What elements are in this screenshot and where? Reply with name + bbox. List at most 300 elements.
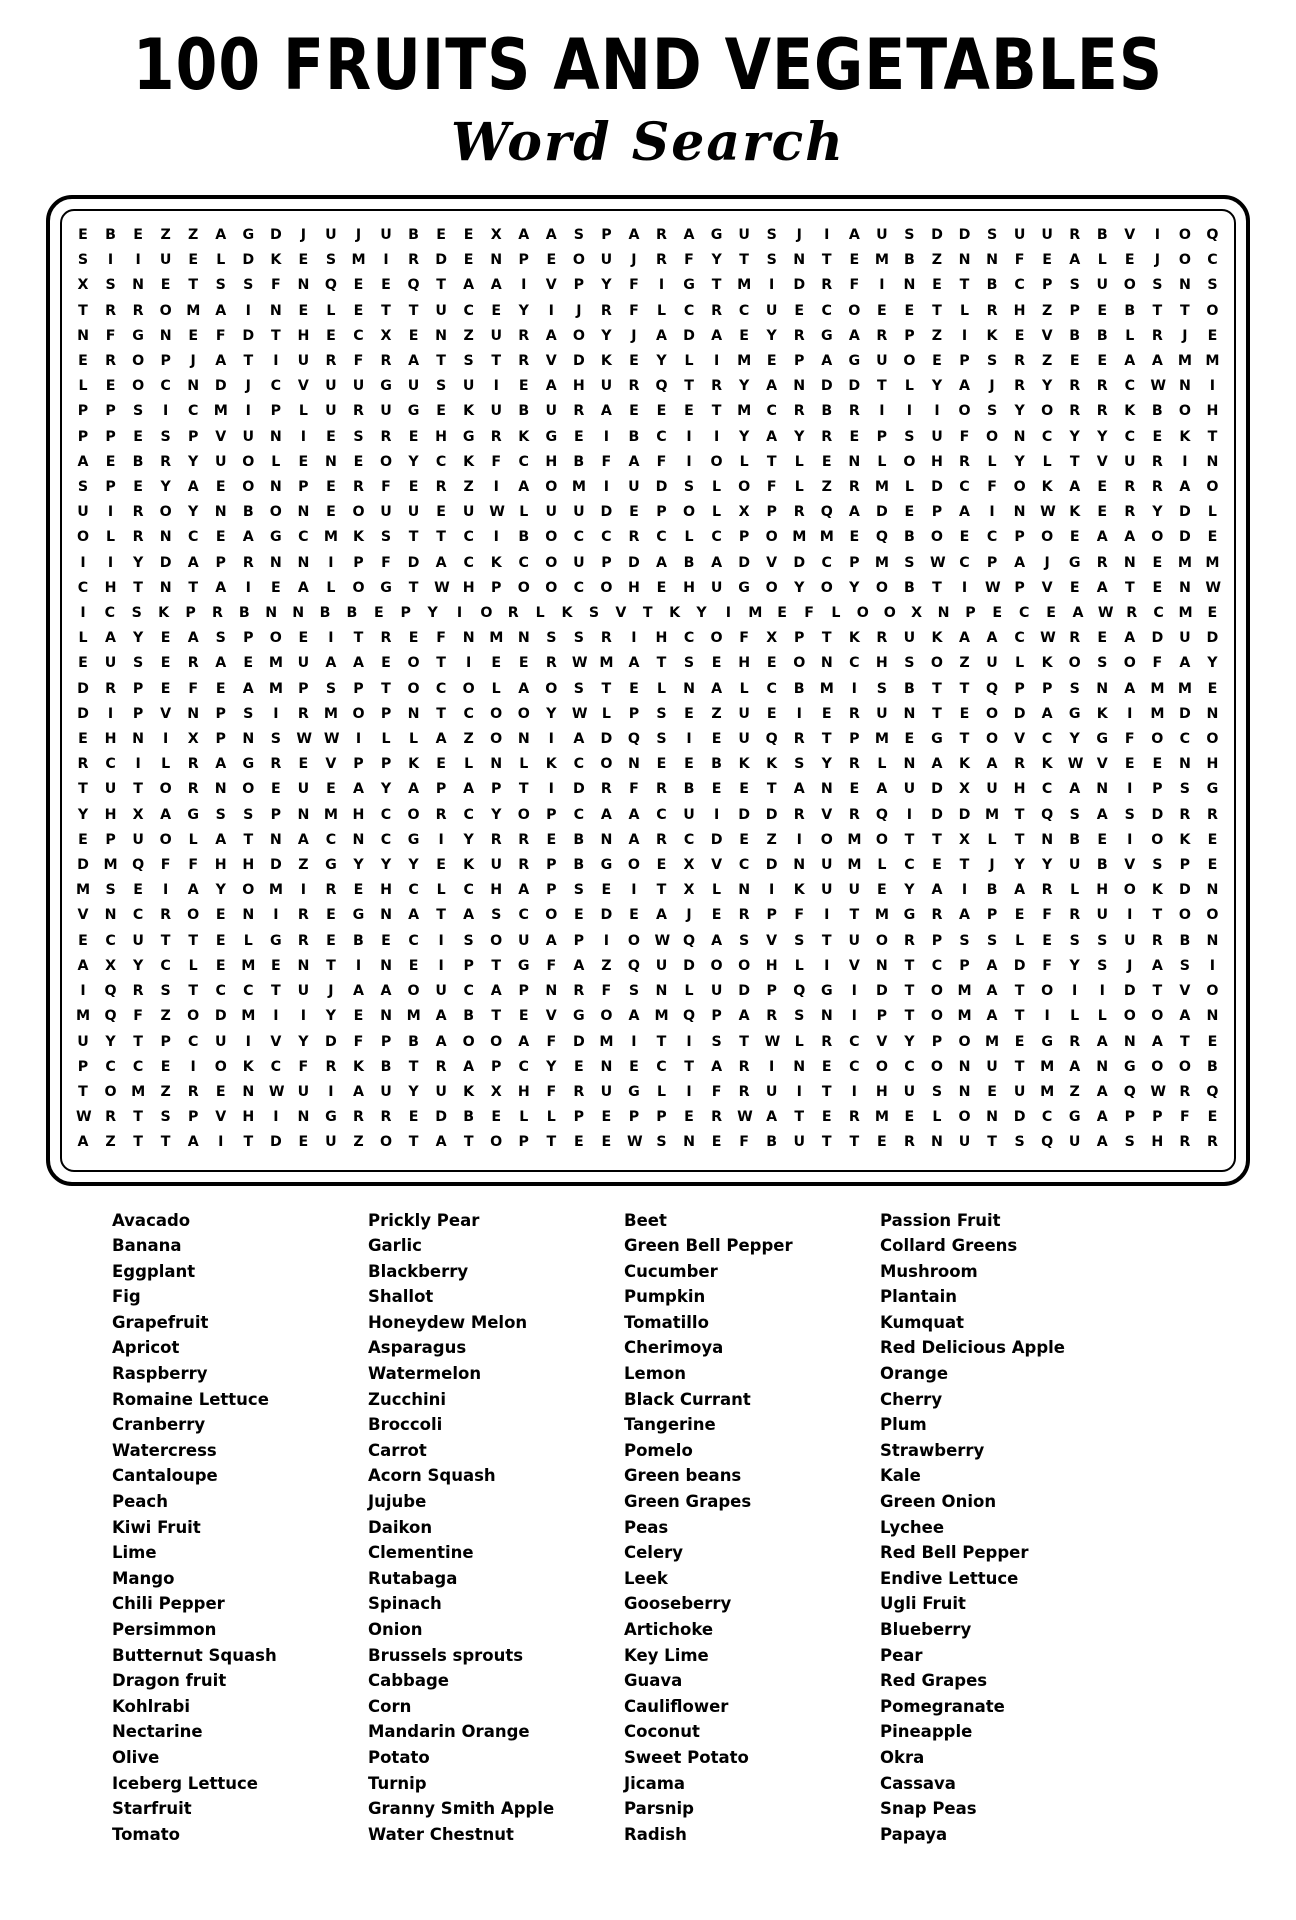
- grid-letter[interactable]: B: [793, 680, 805, 697]
- grid-letter[interactable]: M: [1178, 605, 1193, 622]
- grid-letter[interactable]: C: [849, 1033, 860, 1050]
- grid-letter[interactable]: L: [326, 579, 336, 596]
- grid-letter[interactable]: I: [1154, 227, 1160, 243]
- word-list-item[interactable]: Clementine: [368, 1543, 474, 1563]
- grid-letter[interactable]: R: [211, 605, 223, 622]
- grid-letter[interactable]: O: [1123, 655, 1136, 672]
- grid-letter[interactable]: E: [518, 1008, 529, 1025]
- grid-letter[interactable]: L: [1070, 1008, 1080, 1025]
- grid-letter[interactable]: E: [601, 1109, 612, 1126]
- word-list-item[interactable]: Romaine Lettuce: [112, 1389, 269, 1409]
- grid-letter[interactable]: W: [1097, 605, 1114, 622]
- grid-letter[interactable]: B: [986, 882, 998, 899]
- grid-letter[interactable]: P: [353, 680, 364, 697]
- grid-letter[interactable]: E: [326, 932, 336, 949]
- grid-letter[interactable]: I: [1182, 453, 1188, 470]
- grid-letter[interactable]: A: [77, 453, 89, 470]
- word-list-item[interactable]: Cherimoya: [624, 1338, 724, 1358]
- grid-letter[interactable]: N: [214, 504, 227, 521]
- grid-letter[interactable]: K: [463, 403, 475, 420]
- grid-letter[interactable]: B: [903, 680, 915, 697]
- grid-letter[interactable]: T: [656, 1033, 667, 1050]
- grid-letter[interactable]: L: [904, 378, 914, 395]
- grid-letter[interactable]: K: [463, 857, 475, 874]
- grid-letter[interactable]: G: [325, 857, 337, 874]
- grid-letter[interactable]: L: [656, 680, 666, 697]
- grid-letter[interactable]: V: [848, 957, 860, 974]
- grid-letter[interactable]: A: [242, 680, 254, 697]
- grid-letter[interactable]: O: [1123, 277, 1136, 294]
- grid-letter[interactable]: R: [1014, 378, 1026, 395]
- grid-letter[interactable]: D: [159, 554, 172, 571]
- word-list-item[interactable]: Prickly Pear: [368, 1210, 480, 1230]
- grid-letter[interactable]: A: [1069, 781, 1081, 798]
- word-list-item[interactable]: Brussels sprouts: [368, 1645, 524, 1665]
- grid-letter[interactable]: X: [959, 781, 970, 798]
- grid-letter[interactable]: R: [821, 277, 833, 294]
- grid-letter[interactable]: V: [1096, 756, 1108, 773]
- grid-letter[interactable]: E: [1097, 504, 1108, 521]
- grid-letter[interactable]: E: [1014, 1033, 1025, 1050]
- grid-letter[interactable]: D: [875, 504, 888, 521]
- grid-letter[interactable]: U: [214, 453, 227, 470]
- grid-letter[interactable]: A: [518, 227, 530, 243]
- grid-letter[interactable]: G: [462, 428, 475, 445]
- grid-letter[interactable]: A: [408, 781, 420, 798]
- grid-letter[interactable]: P: [573, 1109, 585, 1126]
- grid-letter[interactable]: I: [328, 630, 334, 647]
- grid-letter[interactable]: Q: [820, 504, 833, 521]
- grid-letter[interactable]: G: [1068, 705, 1081, 722]
- grid-letter[interactable]: R: [1096, 378, 1108, 395]
- grid-letter[interactable]: A: [518, 680, 530, 697]
- grid-letter[interactable]: R: [793, 806, 805, 823]
- grid-letter[interactable]: K: [270, 252, 282, 269]
- grid-letter[interactable]: S: [656, 705, 667, 722]
- grid-letter[interactable]: T: [1014, 983, 1025, 1000]
- grid-letter[interactable]: E: [1207, 680, 1218, 697]
- grid-letter[interactable]: Y: [491, 806, 502, 823]
- grid-letter[interactable]: U: [159, 252, 172, 269]
- grid-letter[interactable]: M: [241, 957, 256, 974]
- grid-letter[interactable]: F: [353, 1033, 364, 1050]
- grid-letter[interactable]: B: [408, 227, 419, 243]
- grid-letter[interactable]: I: [824, 227, 830, 243]
- grid-letter[interactable]: M: [76, 882, 91, 899]
- grid-letter[interactable]: O: [545, 479, 558, 496]
- grid-letter[interactable]: R: [325, 1058, 337, 1075]
- grid-letter[interactable]: U: [242, 428, 255, 445]
- grid-letter[interactable]: P: [876, 1008, 888, 1025]
- grid-letter[interactable]: S: [1069, 806, 1080, 823]
- grid-letter[interactable]: Q: [655, 378, 668, 395]
- grid-letter[interactable]: N: [242, 1083, 255, 1100]
- grid-letter[interactable]: A: [1069, 1058, 1081, 1075]
- word-list-item[interactable]: Cassava: [880, 1773, 956, 1793]
- grid-letter[interactable]: T: [518, 781, 529, 798]
- grid-letter[interactable]: I: [769, 1058, 775, 1075]
- grid-letter[interactable]: C: [187, 1033, 199, 1050]
- grid-letter[interactable]: E: [1042, 252, 1052, 269]
- grid-letter[interactable]: U: [297, 781, 310, 798]
- grid-letter[interactable]: A: [77, 1134, 89, 1151]
- grid-letter[interactable]: M: [1205, 353, 1220, 370]
- word-list-item[interactable]: Water Chestnut: [368, 1824, 514, 1844]
- word-list-item[interactable]: Blueberry: [880, 1620, 972, 1640]
- grid-letter[interactable]: X: [683, 857, 695, 874]
- grid-letter[interactable]: N: [1206, 932, 1219, 949]
- word-list-item[interactable]: Green beans: [624, 1466, 742, 1486]
- grid-letter[interactable]: N: [242, 907, 255, 924]
- grid-letter[interactable]: E: [684, 705, 694, 722]
- grid-letter[interactable]: U: [77, 504, 89, 521]
- grid-letter[interactable]: K: [1041, 479, 1053, 496]
- grid-letter[interactable]: N: [187, 378, 200, 395]
- grid-letter[interactable]: K: [490, 554, 502, 571]
- grid-letter[interactable]: A: [959, 378, 970, 395]
- grid-letter[interactable]: Y: [353, 857, 364, 874]
- grid-letter[interactable]: R: [600, 781, 612, 798]
- grid-letter[interactable]: A: [545, 932, 557, 949]
- grid-letter[interactable]: N: [380, 1008, 392, 1025]
- grid-letter[interactable]: G: [1123, 1058, 1136, 1075]
- grid-letter[interactable]: C: [463, 554, 474, 571]
- grid-letter[interactable]: I: [1044, 1008, 1050, 1025]
- grid-letter[interactable]: Q: [1123, 1083, 1136, 1100]
- grid-letter[interactable]: A: [655, 907, 667, 924]
- grid-letter[interactable]: O: [517, 806, 530, 823]
- grid-letter[interactable]: O: [76, 529, 90, 546]
- grid-letter[interactable]: T: [353, 630, 364, 647]
- grid-letter[interactable]: P: [1124, 1109, 1135, 1126]
- grid-letter[interactable]: E: [1014, 907, 1025, 924]
- grid-letter[interactable]: S: [1124, 1134, 1135, 1151]
- grid-letter[interactable]: C: [601, 529, 612, 546]
- grid-letter[interactable]: D: [435, 1109, 447, 1126]
- grid-letter[interactable]: G: [710, 227, 723, 243]
- grid-letter[interactable]: T: [1124, 579, 1135, 596]
- word-list-item[interactable]: Gooseberry: [624, 1594, 732, 1614]
- grid-letter[interactable]: E: [821, 453, 832, 470]
- grid-letter[interactable]: H: [104, 579, 117, 596]
- grid-letter[interactable]: E: [78, 731, 88, 748]
- grid-letter[interactable]: U: [490, 857, 502, 874]
- grid-letter[interactable]: U: [821, 882, 833, 899]
- grid-letter[interactable]: R: [132, 529, 144, 546]
- grid-letter[interactable]: G: [1068, 554, 1081, 571]
- grid-letter[interactable]: T: [1014, 1058, 1025, 1075]
- grid-letter[interactable]: A: [187, 630, 199, 647]
- grid-letter[interactable]: B: [1096, 227, 1108, 243]
- grid-letter[interactable]: H: [1206, 756, 1219, 773]
- grid-letter[interactable]: U: [380, 403, 392, 420]
- grid-letter[interactable]: A: [1096, 579, 1108, 596]
- grid-letter[interactable]: R: [959, 453, 970, 470]
- word-list-item[interactable]: Avacado: [112, 1210, 191, 1230]
- grid-letter[interactable]: M: [599, 1033, 614, 1050]
- word-list-item[interactable]: Cauliflower: [624, 1696, 729, 1716]
- grid-letter[interactable]: N: [104, 907, 117, 924]
- grid-letter[interactable]: M: [323, 806, 339, 823]
- grid-letter[interactable]: K: [1041, 655, 1053, 672]
- grid-letter[interactable]: X: [132, 806, 144, 823]
- grid-letter[interactable]: V: [876, 1033, 888, 1050]
- grid-letter[interactable]: E: [105, 378, 116, 395]
- grid-letter[interactable]: D: [683, 327, 695, 344]
- grid-letter[interactable]: N: [159, 327, 172, 344]
- grid-letter[interactable]: M: [654, 1008, 669, 1025]
- grid-letter[interactable]: O: [986, 428, 999, 445]
- grid-letter[interactable]: T: [1207, 428, 1218, 445]
- grid-letter[interactable]: E: [959, 705, 970, 722]
- grid-letter[interactable]: R: [435, 1058, 447, 1075]
- grid-letter[interactable]: L: [987, 831, 997, 848]
- grid-letter[interactable]: A: [105, 630, 117, 647]
- grid-letter[interactable]: P: [986, 907, 998, 924]
- word-list-item[interactable]: Zucchini: [368, 1389, 447, 1409]
- grid-letter[interactable]: O: [856, 605, 869, 622]
- grid-letter[interactable]: P: [601, 227, 612, 243]
- grid-letter[interactable]: R: [408, 252, 420, 269]
- grid-letter[interactable]: L: [409, 731, 419, 748]
- grid-letter[interactable]: R: [105, 302, 117, 319]
- grid-letter[interactable]: P: [77, 1058, 89, 1075]
- grid-letter[interactable]: Y: [408, 1083, 419, 1100]
- grid-letter[interactable]: F: [1152, 655, 1163, 672]
- grid-letter[interactable]: G: [517, 957, 530, 974]
- grid-letter[interactable]: P: [187, 1109, 199, 1126]
- grid-letter[interactable]: W: [434, 579, 450, 596]
- grid-letter[interactable]: S: [131, 605, 142, 622]
- grid-letter[interactable]: N: [435, 327, 448, 344]
- grid-letter[interactable]: L: [1097, 1008, 1107, 1025]
- grid-letter[interactable]: Y: [794, 428, 805, 445]
- grid-letter[interactable]: H: [352, 806, 365, 823]
- grid-letter[interactable]: R: [1096, 403, 1108, 420]
- grid-letter[interactable]: S: [215, 277, 226, 294]
- grid-letter[interactable]: I: [824, 907, 830, 924]
- grid-letter[interactable]: P: [243, 630, 254, 647]
- grid-letter[interactable]: P: [931, 932, 943, 949]
- grid-letter[interactable]: Y: [77, 806, 89, 823]
- grid-letter[interactable]: E: [133, 428, 143, 445]
- grid-letter[interactable]: E: [1152, 756, 1163, 773]
- grid-letter[interactable]: V: [766, 932, 778, 949]
- grid-letter[interactable]: U: [407, 378, 420, 395]
- grid-letter[interactable]: Z: [1069, 1083, 1080, 1100]
- grid-letter[interactable]: M: [186, 302, 201, 319]
- grid-letter[interactable]: R: [297, 907, 309, 924]
- grid-letter[interactable]: T: [821, 1083, 832, 1100]
- grid-letter[interactable]: E: [629, 1058, 639, 1075]
- grid-letter[interactable]: A: [711, 932, 723, 949]
- grid-letter[interactable]: C: [959, 554, 970, 571]
- grid-letter[interactable]: X: [490, 227, 502, 243]
- grid-letter[interactable]: W: [489, 504, 505, 521]
- grid-letter[interactable]: A: [931, 756, 943, 773]
- grid-letter[interactable]: I: [1127, 781, 1133, 798]
- grid-letter[interactable]: H: [765, 957, 778, 974]
- grid-letter[interactable]: B: [573, 857, 585, 874]
- grid-letter[interactable]: F: [188, 680, 199, 697]
- grid-letter[interactable]: W: [1040, 630, 1056, 647]
- grid-letter[interactable]: U: [490, 327, 502, 344]
- grid-letter[interactable]: A: [215, 655, 227, 672]
- grid-letter[interactable]: T: [932, 831, 942, 848]
- grid-letter[interactable]: B: [1124, 302, 1136, 319]
- grid-letter[interactable]: A: [215, 831, 227, 848]
- word-list-item[interactable]: Rutabaga: [368, 1568, 458, 1588]
- grid-letter[interactable]: M: [819, 529, 834, 546]
- grid-letter[interactable]: Y: [215, 882, 226, 899]
- grid-letter[interactable]: D: [931, 781, 943, 798]
- grid-letter[interactable]: R: [711, 1109, 723, 1126]
- grid-letter[interactable]: R: [793, 731, 805, 748]
- grid-letter[interactable]: S: [739, 932, 750, 949]
- grid-letter[interactable]: E: [215, 907, 226, 924]
- grid-letter[interactable]: P: [766, 907, 777, 924]
- grid-letter[interactable]: C: [766, 403, 777, 420]
- grid-letter[interactable]: H: [214, 857, 227, 874]
- grid-letter[interactable]: R: [711, 378, 723, 395]
- grid-letter[interactable]: O: [490, 932, 503, 949]
- grid-letter[interactable]: C: [518, 453, 529, 470]
- grid-letter[interactable]: C: [518, 907, 529, 924]
- grid-letter[interactable]: R: [187, 756, 199, 773]
- grid-letter[interactable]: A: [518, 1033, 530, 1050]
- grid-letter[interactable]: I: [273, 1109, 279, 1126]
- grid-letter[interactable]: Q: [765, 731, 778, 748]
- word-list-item[interactable]: Iceberg Lettuce: [112, 1773, 259, 1793]
- grid-letter[interactable]: G: [903, 907, 916, 924]
- grid-letter[interactable]: I: [1127, 907, 1133, 924]
- grid-letter[interactable]: R: [325, 353, 337, 370]
- grid-letter[interactable]: E: [78, 655, 88, 672]
- grid-letter[interactable]: L: [106, 529, 116, 546]
- grid-letter[interactable]: U: [573, 554, 585, 571]
- grid-letter[interactable]: R: [1151, 453, 1163, 470]
- grid-letter[interactable]: Y: [794, 579, 805, 596]
- grid-letter[interactable]: A: [380, 983, 392, 1000]
- grid-letter[interactable]: A: [986, 957, 998, 974]
- grid-letter[interactable]: A: [352, 1083, 364, 1100]
- grid-letter[interactable]: O: [572, 252, 585, 269]
- grid-letter[interactable]: N: [517, 630, 530, 647]
- grid-letter[interactable]: T: [904, 831, 915, 848]
- grid-letter[interactable]: N: [1206, 705, 1219, 722]
- grid-letter[interactable]: W: [1205, 579, 1222, 596]
- grid-letter[interactable]: Z: [160, 1008, 171, 1025]
- grid-letter[interactable]: B: [766, 1134, 778, 1151]
- grid-letter[interactable]: I: [686, 428, 692, 445]
- grid-letter[interactable]: A: [435, 1033, 447, 1050]
- grid-letter[interactable]: O: [490, 1134, 503, 1151]
- grid-letter[interactable]: E: [904, 1109, 915, 1126]
- word-list-item[interactable]: Pineapple: [880, 1722, 973, 1742]
- grid-letter[interactable]: T: [546, 1134, 557, 1151]
- grid-letter[interactable]: C: [1124, 428, 1135, 445]
- word-list-item[interactable]: Eggplant: [112, 1261, 196, 1281]
- word-list-item[interactable]: Plum: [880, 1415, 927, 1435]
- grid-letter[interactable]: A: [766, 428, 778, 445]
- grid-letter[interactable]: Z: [601, 957, 612, 974]
- word-list-item[interactable]: Cranberry: [112, 1415, 206, 1435]
- grid-letter[interactable]: M: [874, 479, 889, 496]
- grid-letter[interactable]: T: [711, 403, 722, 420]
- grid-letter[interactable]: N: [214, 781, 227, 798]
- grid-letter[interactable]: Y: [656, 353, 667, 370]
- grid-letter[interactable]: T: [436, 907, 446, 924]
- grid-letter[interactable]: G: [242, 227, 255, 243]
- grid-letter[interactable]: W: [1067, 756, 1084, 773]
- grid-letter[interactable]: I: [190, 1058, 196, 1075]
- grid-letter[interactable]: N: [903, 705, 916, 722]
- grid-letter[interactable]: E: [1097, 831, 1108, 848]
- grid-letter[interactable]: E: [215, 932, 226, 949]
- grid-letter[interactable]: M: [103, 857, 118, 874]
- grid-letter[interactable]: C: [656, 806, 667, 823]
- grid-letter[interactable]: J: [989, 378, 995, 395]
- grid-letter[interactable]: P: [132, 680, 144, 697]
- grid-letter[interactable]: U: [710, 579, 723, 596]
- grid-letter[interactable]: L: [794, 1033, 804, 1050]
- grid-letter[interactable]: S: [1207, 277, 1218, 294]
- grid-letter[interactable]: T: [133, 781, 143, 798]
- grid-letter[interactable]: R: [600, 302, 612, 319]
- grid-letter[interactable]: I: [273, 353, 279, 370]
- grid-letter[interactable]: A: [1124, 630, 1136, 647]
- grid-letter[interactable]: S: [160, 428, 171, 445]
- grid-letter[interactable]: T: [821, 731, 832, 748]
- grid-letter[interactable]: O: [187, 1008, 200, 1025]
- grid-letter[interactable]: A: [408, 907, 420, 924]
- grid-letter[interactable]: E: [408, 957, 419, 974]
- grid-letter[interactable]: A: [573, 957, 585, 974]
- grid-letter[interactable]: S: [1069, 277, 1080, 294]
- grid-letter[interactable]: X: [911, 605, 923, 622]
- grid-letter[interactable]: L: [298, 403, 308, 420]
- grid-letter[interactable]: E: [1207, 1109, 1218, 1126]
- grid-letter[interactable]: Y: [766, 327, 777, 344]
- grid-letter[interactable]: I: [631, 882, 637, 899]
- grid-letter[interactable]: E: [436, 756, 446, 773]
- grid-letter[interactable]: A: [573, 731, 585, 748]
- grid-letter[interactable]: V: [1179, 983, 1191, 1000]
- grid-letter[interactable]: E: [1097, 302, 1108, 319]
- word-list-item[interactable]: Green Onion: [880, 1492, 997, 1512]
- grid-letter[interactable]: O: [490, 705, 503, 722]
- grid-letter[interactable]: T: [1014, 1008, 1025, 1025]
- grid-letter[interactable]: G: [270, 932, 282, 949]
- grid-letter[interactable]: T: [188, 983, 199, 1000]
- grid-letter[interactable]: X: [77, 277, 89, 294]
- word-list-item[interactable]: Coconut: [624, 1722, 700, 1742]
- grid-letter[interactable]: U: [517, 932, 530, 949]
- grid-letter[interactable]: E: [408, 1109, 419, 1126]
- grid-letter[interactable]: N: [77, 327, 89, 344]
- grid-letter[interactable]: O: [875, 932, 888, 949]
- grid-letter[interactable]: O: [545, 907, 558, 924]
- grid-letter[interactable]: I: [713, 806, 720, 823]
- grid-letter[interactable]: U: [545, 504, 558, 521]
- grid-letter[interactable]: I: [273, 1008, 279, 1025]
- grid-letter[interactable]: U: [132, 932, 144, 949]
- grid-letter[interactable]: D: [820, 378, 833, 395]
- grid-letter[interactable]: D: [269, 857, 282, 874]
- word-list-item[interactable]: Artichoke: [624, 1620, 714, 1640]
- grid-letter[interactable]: P: [628, 1109, 640, 1126]
- grid-letter[interactable]: T: [188, 277, 199, 294]
